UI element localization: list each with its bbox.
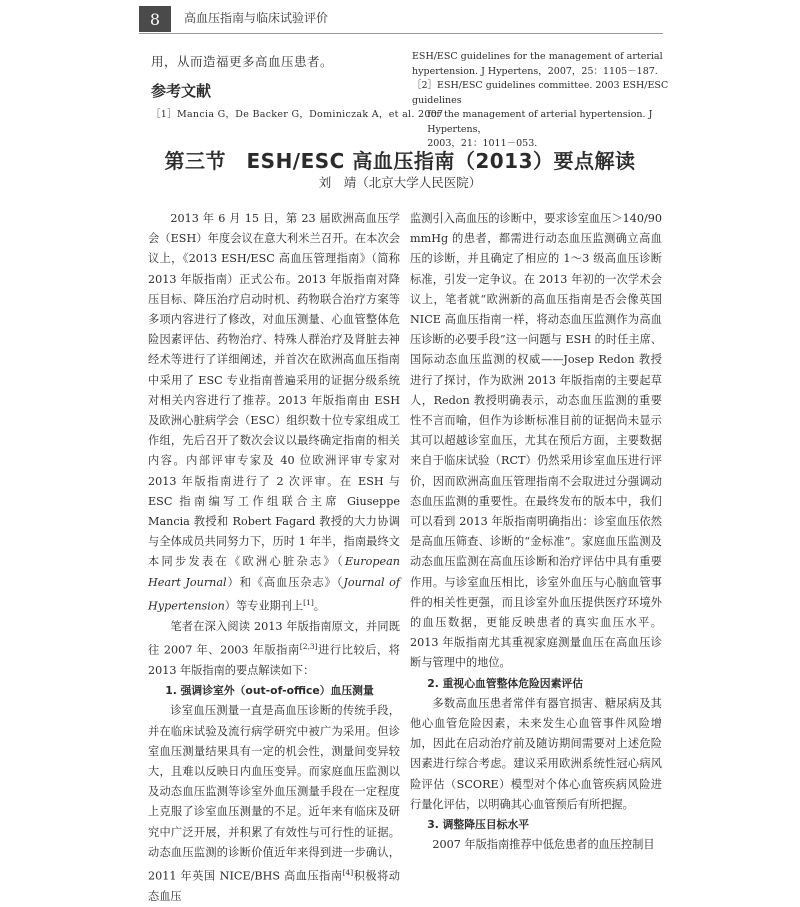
running-title: 高血压指南与临床试验评价	[184, 11, 329, 25]
citation-4: [4]	[342, 867, 354, 877]
intro-text-end: ）等专业期刊上	[224, 599, 304, 613]
office-bp-text-tail: 积极将动态血压	[148, 869, 400, 903]
reference-2-line-1: ［2］ESH/ESC guidelines committee. 2003 ESH/ESC guidelines	[412, 80, 669, 106]
journal-name-jh: Journal of Hypertension	[148, 575, 400, 613]
abpm-paragraph: 监测引入高血压的诊断中，要求诊室血压＞140/90 mmHg 的患者，都需进行动态血压监测确立高血压的诊断，并且确定了相应的 1～3 级高血压诊断标准，引发一定争议。在 2013 年初的一次学术会议上，笔者就“欧洲新的高血压指南是否会像英国 NICE 高血压指南一样，将动态血压监测作为高血压诊断的必要手段”这一问题与 ESH 的时任主席、国际动态血压监测的权威——Josep Redon 教授进行了探讨，作为欧洲 2013 年版指南的主要起草人，Redon 教授明确表示，动态血压监测的重要性不言而喻，但作为诊断标准目前的证据尚未显示其可以超越诊室血压，尤其在预后方面，主要数据来自于临床试验（RCT）仍然采用诊室血压进行评价，因而欧洲高血压管理指南不会取进过分强调动态血压监测的重要性。在最终发布的版本中，我们可以看到 2013 年版指南明确指出：诊室血压依然是高血压筛查、诊断的“金标准”。家庭血压监测及动态血压监测在高血压诊断和治疗评估中具有重要作用。与诊室血压相比，诊室外血压与心脑血管事件的相关性更强，而且诊室外血压提供医疗环境外的血压数据，更能反映患者的真实血压水平。2013 年版指南尤其重视家庭测量血压在高血压诊断与管理中的地位。	[410, 212, 662, 670]
author-line: 刘 靖（北京大学人民医院）	[318, 175, 482, 190]
subheading-2: 2. 重视心血管整体危险因素评估	[427, 676, 583, 690]
header-rule	[139, 33, 663, 34]
journal-name-ehj: European Heart Journal	[148, 555, 400, 589]
reference-2-line-2: for the management of arterial hypertension. J Hypertens，	[427, 109, 653, 135]
target-paragraph: 2007 年版指南推荐中低危患者的血压控制目	[432, 838, 655, 852]
reference-1-line-2: ESH/ESC guidelines for the management of arterial	[412, 51, 663, 62]
citation-2-3: [2,3]	[299, 642, 318, 651]
citation-1: [1]	[303, 597, 314, 607]
section-title: 第三节 ESH/ESC 高血压指南（2013）要点解读	[164, 149, 636, 173]
intro-text-mid: ）和《高血压杂志》（	[226, 575, 344, 589]
subheading-1: 1. 强调诊室外（out-of-office）血压测量	[165, 684, 374, 698]
references-heading: 参考文献	[151, 82, 212, 100]
reference-1-line-3: hypertension. J Hypertens，2007，25：1105－187.	[412, 65, 658, 77]
left-column	[148, 209, 400, 907]
comparison-paragraph	[148, 617, 400, 681]
comparison-text-tail: 进行比较后，将 2013 年版指南的要点解读如下：	[148, 643, 400, 677]
office-bp-paragraph	[148, 701, 400, 907]
reference-1-start: ［1］Mancia G，De Backer G，Dominiczak A，et al. 2007	[151, 109, 444, 120]
subheading-3: 3. 调整降压目标水平	[427, 818, 530, 832]
office-bp-text: 诊室血压测量一直是高血压诊断的传统手段，并在临床试验及流行病学研究中被广为采用。但诊室血压测量结果具有一定的机会性，测量间变异较大，且难以反映日内血压变异。而家庭血压监测以及动态血压监测等诊室外血压测量手段在一定程度上克服了诊室血压测量的不足。近年来有临床及研究中广泛开展，并积累了有效性与可行性的证据。动态血压监测的诊断价值近年来得到进一步确认，2011 年英国 NICE/BHS 高血压指南	[148, 704, 400, 883]
page-header	[0, 0, 800, 34]
comparison-text: 笔者在深入阅读 2013 年版指南原文，并同既往 2007 年、2003 年版指南	[148, 619, 400, 657]
reference-2-line-3: 2003，21：1011－053.	[427, 138, 538, 149]
intro-text-tail: 。	[313, 599, 325, 613]
risk-paragraph: 多数高血压患者常伴有器官损害、糖尿病及其他心血管危险因素，未来发生心血管事件风险增加，因此在启动治疗前及随访期间需要对上述危险因素进行综合考虑。建议采用欧洲系统性冠心病风险评估（SCORE）模型对个体心血管疾病风险进行量化评估，以明确其心血管预后有所把握。	[410, 696, 662, 811]
intro-paragraph	[148, 209, 400, 617]
carryover-text: 用，从而造福更多高血压患者。	[151, 54, 334, 69]
references-right-column	[412, 50, 677, 152]
intro-text: 2013 年 6 月 15 日，第 23 届欧洲高血压学会（ESH）年度会议在意大利米兰召开。在本次会议上，《2013 ESH/ESC 高血压管理指南》（简称 2013 年版指南）正式公布。2013 年版指南对降压目标、降压治疗启动时机、药物联合治疗方案等多项内容进行了修改，对血压测量、心血管整体危险因素评估、药物治疗、特殊人群治疗及肾脏去神经术等进行了详细阐述，并首次在欧洲高血压指南中采用了 ESC 专业指南普遍采用的证据分级系统对相关内容进行了推荐。2013 年版指南由 ESH 及欧洲心脏病学会（ESC）组织数十位专家组成工作组，先后召开了数次会议以最终确定指南的相关内容。内部评审专家及 40 位欧洲评审专家对 2013 年版指南进行了 2 次评审。在 ESH 与 ESC 指南编写工作组联合主席 Giuseppe Mancia 教授和 Robert Fagard 教授的大力协调与全体成员共同努力下，历时 1 年半，指南最终文本同步发表在《欧洲心脏杂志》（	[148, 212, 400, 569]
right-column	[410, 209, 662, 856]
page-number: 8	[139, 6, 171, 32]
